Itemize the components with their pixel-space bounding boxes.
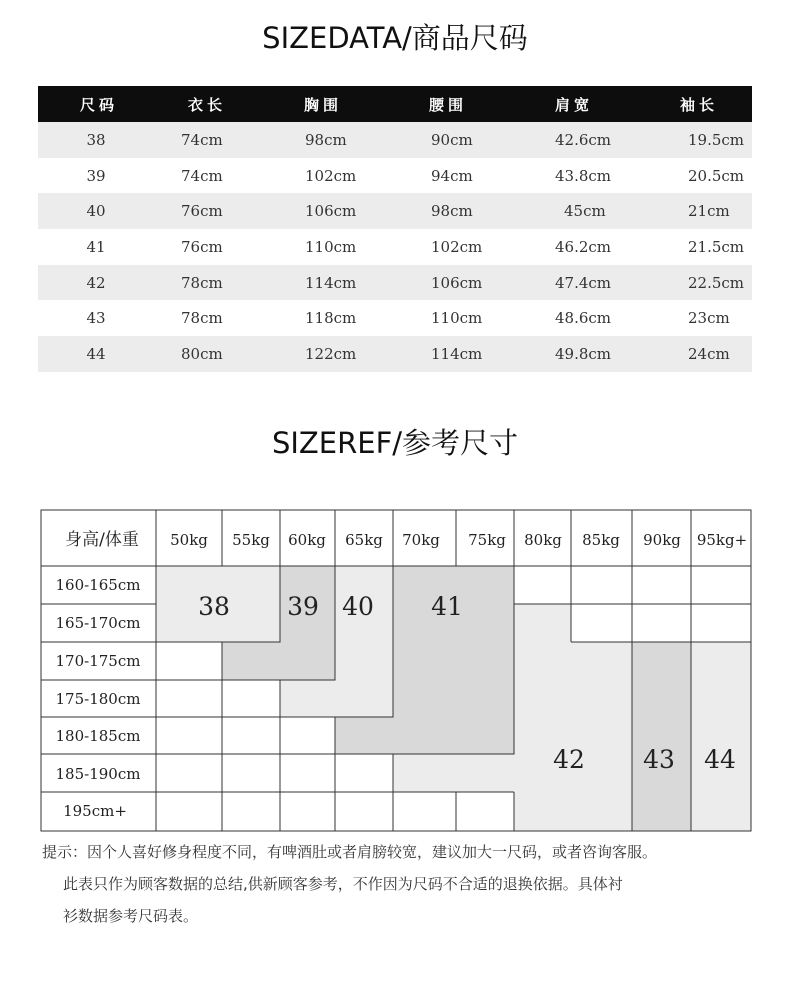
size-ref-title: SIZEREF/参考尺寸 (271, 426, 519, 460)
cell-length: 80cm (181, 344, 223, 363)
cell-sleeve: 22.5cm (688, 273, 745, 292)
cell-shoulder: 48.6cm (555, 309, 612, 328)
height-label: 180-185cm (55, 727, 141, 745)
cell-length: 78cm (181, 309, 223, 328)
size-notes (42, 836, 762, 932)
header-shoulder: 肩宽 (555, 95, 594, 114)
cell-size: 41 (86, 237, 106, 256)
cell-sleeve: 19.5cm (688, 130, 745, 149)
cell-shoulder: 49.8cm (555, 344, 612, 363)
cell-sleeve: 21cm (688, 202, 730, 221)
corner-label: 身高/体重 (65, 530, 139, 550)
cell-waist: 90cm (431, 130, 473, 149)
height-label: 185-190cm (55, 765, 141, 783)
cell-size: 39 (86, 166, 106, 185)
cell-waist: 106cm (431, 273, 483, 292)
height-label: 175-180cm (55, 690, 141, 708)
cell-waist: 114cm (431, 344, 483, 363)
weight-header: 95kg+ (696, 531, 748, 549)
height-label: 195cm+ (63, 802, 127, 820)
cell-sleeve: 23cm (688, 309, 730, 328)
cell-size: 42 (86, 273, 106, 292)
size-label-38: 38 (198, 592, 230, 621)
cell-shoulder: 43.8cm (555, 166, 612, 185)
weight-header: 75kg (468, 531, 506, 549)
cell-waist: 94cm (431, 166, 473, 185)
note-line: 衫数据参考尺码表。 (63, 907, 199, 925)
cell-waist: 98cm (431, 202, 473, 221)
cell-shoulder: 47.4cm (555, 273, 612, 292)
header-chest: 胸围 (304, 95, 343, 114)
weight-header: 85kg (582, 531, 620, 549)
cell-waist: 102cm (431, 237, 483, 256)
weight-header: 90kg (643, 531, 681, 549)
cell-length: 78cm (181, 273, 223, 292)
cell-length: 76cm (181, 202, 223, 221)
cell-waist: 110cm (431, 309, 483, 328)
cell-size: 44 (86, 344, 106, 363)
size-label-40: 40 (342, 592, 374, 621)
header-size: 尺码 (80, 95, 119, 114)
weight-header: 55kg (232, 531, 270, 549)
weight-header: 65kg (345, 531, 383, 549)
height-label: 160-165cm (55, 576, 141, 594)
weight-header: 80kg (524, 531, 562, 549)
height-label: 170-175cm (55, 652, 141, 670)
cell-chest: 106cm (305, 202, 357, 221)
cell-size: 43 (86, 309, 106, 328)
region-44 (691, 642, 751, 831)
height-labels (56, 576, 141, 820)
cell-sleeve: 20.5cm (688, 166, 745, 185)
size-label-41: 41 (431, 592, 463, 621)
cell-chest: 110cm (305, 237, 357, 256)
cell-sleeve: 24cm (688, 344, 730, 363)
size-data-title: SIZEDATA/商品尺码 (262, 21, 528, 55)
cell-chest: 98cm (305, 130, 347, 149)
header-length: 衣长 (188, 95, 227, 114)
weight-header: 60kg (288, 531, 326, 549)
region-43 (632, 642, 691, 831)
weight-header: 70kg (402, 531, 440, 549)
cell-sleeve: 21.5cm (688, 237, 745, 256)
height-label: 165-170cm (55, 614, 141, 632)
note-line: 此表只作为顾客数据的总结,供新顾客参考，不作因为尺码不合适的退换依据。具体衬 (63, 875, 623, 893)
cell-shoulder: 46.2cm (555, 237, 612, 256)
cell-length: 74cm (181, 166, 223, 185)
cell-chest: 122cm (305, 344, 357, 363)
header-waist: 腰围 (429, 95, 468, 114)
cell-length: 76cm (181, 237, 223, 256)
size-label-39: 39 (287, 592, 319, 621)
size-label-44: 44 (704, 745, 736, 774)
size-label-42: 42 (553, 745, 585, 774)
cell-chest: 114cm (305, 273, 357, 292)
cell-shoulder: 42.6cm (555, 130, 612, 149)
note-line: 提示：因个人喜好修身程度不同，有啤酒肚或者肩膀较宽，建议加大一尺码，或者咨询客服。 (42, 843, 658, 861)
cell-size: 40 (86, 202, 106, 221)
cell-shoulder: 45cm (564, 202, 606, 221)
cell-chest: 102cm (305, 166, 357, 185)
cell-length: 74cm (181, 130, 223, 149)
weight-header: 50kg (170, 531, 208, 549)
size-label-43: 43 (643, 745, 675, 774)
cell-chest: 118cm (305, 309, 357, 328)
cell-size: 38 (86, 130, 106, 149)
header-sleeve: 袖长 (680, 95, 719, 114)
weight-headers (170, 531, 747, 549)
